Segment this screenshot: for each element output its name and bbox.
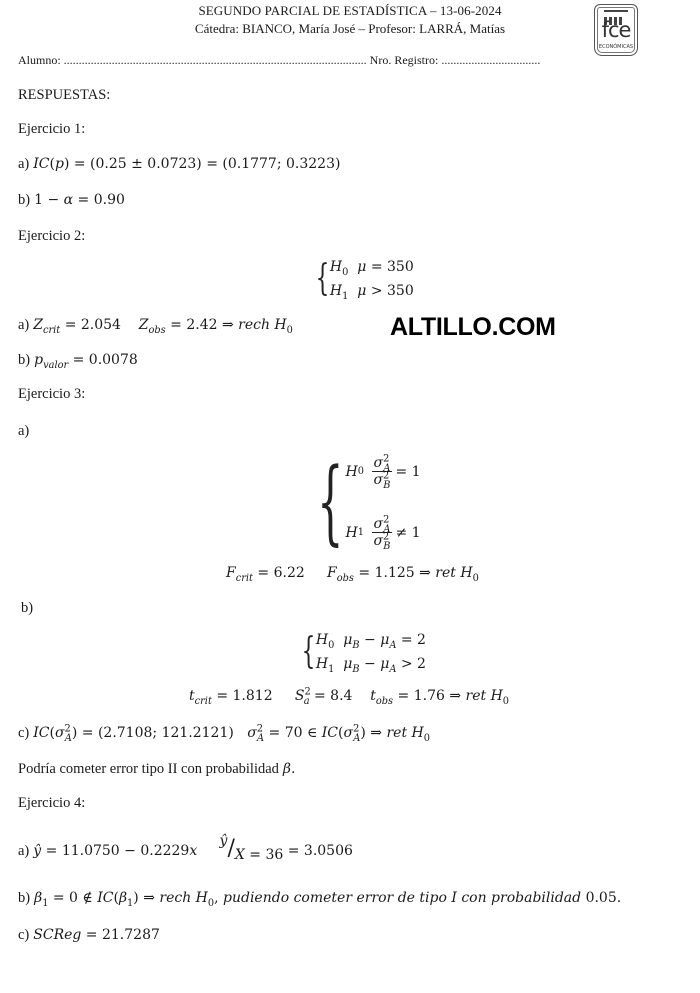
alumno-registro-line: Alumno: ..................................................................................................... Nro. Registro: ................................. <box>18 53 541 67</box>
ej1-a-line <box>18 155 340 173</box>
ej3-a-result: $F_{crit} = 6.22$ $F_{obs} = 1.125$ ⇒ ret $H_0$ <box>226 565 479 584</box>
exam-title: SEGUNDO PARCIAL DE ESTADÍSTICA – 13-06-2024 <box>198 3 502 18</box>
brace-icon: { <box>315 258 330 299</box>
ej3-b-label: b) <box>21 600 34 616</box>
ej4-b-label: b) <box>18 890 31 906</box>
fce-logo <box>594 4 638 56</box>
ej4-a-line <box>18 833 353 863</box>
ejercicio-2-title: Ejercicio 2: <box>18 228 86 244</box>
ejercicio-4-title: Ejercicio 4: <box>18 795 86 811</box>
ej3-error-line: Podría cometer error tipo II con probabilidad β. <box>18 761 296 777</box>
ej2-a-label: a) <box>18 317 30 333</box>
ejercicio-3-title: Ejercicio 3: <box>18 386 86 402</box>
ej4-c-line <box>18 926 160 944</box>
ej4-c-label: c) <box>18 927 30 943</box>
ej1-a-math: IC(p) = (0.25 ± 0.0723) = (0.1777; 0.3223) <box>33 156 341 172</box>
ej1-b-label: b) <box>18 192 31 208</box>
logo-subtext: ECONÓMICAS <box>598 44 634 50</box>
ej2-hypothesis-system: { $H_0$ μ = 350 $H_1$ μ > 350 <box>315 258 414 302</box>
ej2-b-label: b) <box>18 352 31 368</box>
ej4-b-line <box>18 889 621 907</box>
ej3-error-text: Podría cometer error tipo II con probabilidad <box>18 761 279 777</box>
respuestas-heading: RESPUESTAS: <box>18 87 111 103</box>
ej3-variance-hypothesis-system: { H 0 $\frac{\sigma^2_A}{\sigma^2_B}$ = 1 H 1 $\frac{\sigma^2_A}{\sigma^2_B}$ ≠ 1 <box>317 448 421 555</box>
brace-icon: { <box>317 448 344 555</box>
ej4-b-math: $\beta_1 = 0$ ∉ $IC(\beta_1)$ ⇒ rech $H_0$, pudiendo cometer error de tipo I con probabilidad 0.05. <box>34 890 622 909</box>
ej1-b-line <box>18 191 125 209</box>
ej2-a-math: $Z_{crit} = 2.054$ $Z_{obs} = 2.42$ ⇒ rech $H_0$ <box>33 317 293 336</box>
brace-icon: { <box>301 631 316 672</box>
logo-text: fce <box>601 18 631 42</box>
ej3-c-line <box>18 724 430 742</box>
ej2-b-line <box>18 351 138 369</box>
ej4-c-math: SCReg = 21.7287 <box>33 927 160 943</box>
ej2-b-math: $p_{valor} = 0.0078$ <box>34 352 138 371</box>
ej1-b-math: 1 − α = 0.90 <box>34 192 125 208</box>
ej1-a-label: a) <box>18 156 30 172</box>
ej3-a-label: a) <box>18 423 30 439</box>
ej3-b-hypothesis-system: { $H_0$ $\mu_B - \mu_A = 2$ $H_1$ $\mu_B - \mu_A > 2$ <box>301 631 426 675</box>
ejercicio-1-title: Ejercicio 1: <box>18 121 86 137</box>
ej4-a-math: ŷ = 11.0750 − 0.2229x ŷ/X = 36 = 3.0506 <box>33 833 353 863</box>
catedra-line: Cátedra: BIANCO, María José – Profesor: LARRÁ, Matías <box>194 21 506 36</box>
ej2-a-line <box>18 316 293 334</box>
ej3-b-result: $t_{crit} = 1.812$ $S^2_a = 8.4$ $t_{obs} = 1.76$ ⇒ ret $H_0$ <box>189 686 510 707</box>
ej3-c-math: $IC(\sigma^2_A) = (2.7108$; 121.2121) $\sigma^2_A = 70$ ∈ $IC(\sigma^2_A)$ ⇒ ret $H_0$ <box>33 723 430 744</box>
watermark: ALTILLO.COM <box>390 313 556 341</box>
ej4-a-label: a) <box>18 843 30 859</box>
ej3-c-label: c) <box>18 725 30 741</box>
